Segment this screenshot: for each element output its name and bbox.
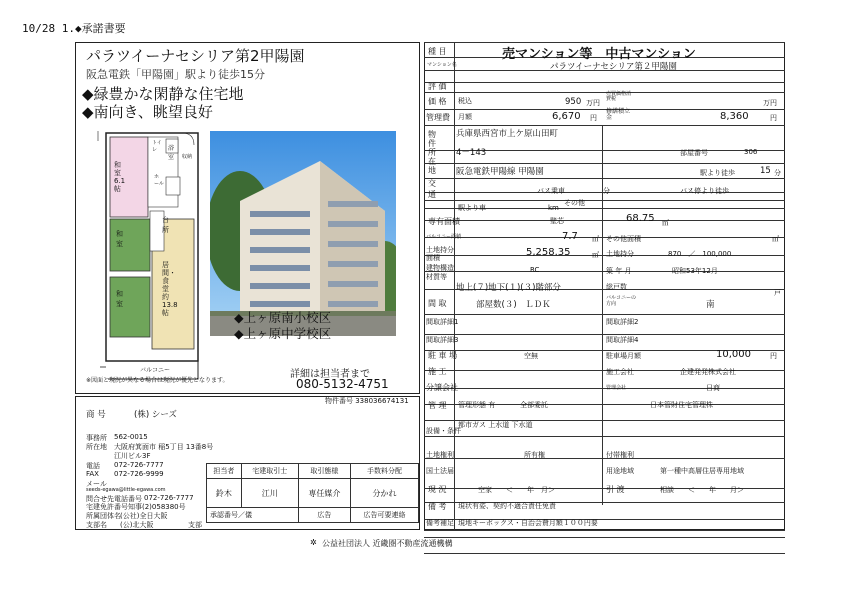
land-value: 5,258.35 bbox=[526, 247, 571, 258]
spec-row-line bbox=[424, 125, 785, 126]
footer-logo-icon: ✲ bbox=[310, 538, 317, 547]
association: (公社)全日大阪 bbox=[120, 512, 168, 520]
trade-name-label: 商 号 bbox=[86, 410, 106, 420]
branch: (公)北大阪 bbox=[120, 521, 154, 529]
contact-phone: 080-5132-4751 bbox=[296, 377, 389, 391]
share-label: 土地持分 bbox=[606, 250, 634, 258]
units-unit: 戸 bbox=[774, 289, 781, 297]
spec-row-line bbox=[424, 200, 785, 201]
spec-label-column-line bbox=[454, 42, 455, 530]
listing-access: 阪急電鉄「甲陽園」駅より徒歩15分 bbox=[86, 68, 265, 81]
contact-value-0: 鈴木 bbox=[207, 479, 242, 508]
balcony-area-value: 7.7 bbox=[562, 231, 578, 242]
land-sqm: ㎡ bbox=[592, 251, 599, 259]
walk-label: 駅より徒歩 bbox=[700, 169, 735, 177]
spec-row-line bbox=[424, 220, 785, 221]
mgmt-co: 日商 bbox=[706, 384, 720, 392]
balcony-area-label: バルコニー面積 bbox=[426, 234, 462, 240]
approval-label: 承認番号／儀 bbox=[207, 508, 299, 523]
spec-row-line bbox=[424, 334, 785, 335]
room-kitchen: 台所 bbox=[162, 216, 169, 234]
car-label: 駅より車 bbox=[458, 204, 486, 212]
parking-value: 空無 bbox=[524, 352, 538, 360]
room-no: 306 bbox=[744, 148, 758, 156]
contact-header-0: 担当者 bbox=[207, 464, 242, 479]
school-1: ◆上ヶ原南小校区 bbox=[234, 310, 332, 325]
office-label: 事務所 bbox=[86, 434, 107, 442]
structure-value: RC bbox=[530, 266, 540, 274]
contact-value-2: 専任媒介 bbox=[298, 479, 350, 508]
reg-no: 物件番号 338036674131 bbox=[325, 397, 409, 405]
zoning-label: 用途地域 bbox=[606, 467, 634, 475]
rating-label: 評 価 bbox=[428, 82, 447, 91]
spec-row-line bbox=[424, 109, 785, 110]
postal: 562-0015 bbox=[114, 433, 148, 441]
footer-text: 公益社団法人 近畿圏不動産流通機構 bbox=[322, 539, 453, 548]
mansion-value: パラツイーナセシリア第２甲陽園 bbox=[550, 62, 677, 72]
spec-row-line bbox=[424, 388, 785, 389]
spec-row-line bbox=[424, 163, 785, 164]
floors-value: 地上(７)地下(１)(３)階部分 bbox=[456, 283, 561, 293]
spec-row-line bbox=[424, 92, 785, 93]
room-storage: 収納 bbox=[182, 154, 193, 160]
land-label: 土地持分面積 bbox=[426, 246, 454, 262]
listing-name: パラツイーナセシリア第2甲陽園 bbox=[86, 47, 305, 65]
mgmt-label: 管理費 bbox=[426, 113, 450, 122]
traffic-label: 交通 bbox=[428, 179, 436, 199]
spec-mid-column-line bbox=[602, 125, 603, 505]
price-unit: 万円 bbox=[586, 99, 600, 107]
inquiry: 072-726-7777 bbox=[144, 494, 194, 502]
manage-label: 管 理 bbox=[428, 401, 447, 410]
traffic-line: 阪急電鉄甲陽線 甲陽園 bbox=[456, 167, 544, 177]
handover-value: 相談 ＜ 年 月＞ bbox=[660, 486, 744, 494]
spec-row-line bbox=[424, 237, 785, 238]
detail-4-label: 間取詳細4 bbox=[606, 336, 639, 344]
plan-note: ※図面と現況が異なる場合は現況が優先となります。 bbox=[86, 377, 229, 384]
address-label: 所在地 bbox=[86, 443, 107, 451]
contact-value-1: 江川 bbox=[241, 479, 298, 508]
manage-co: 日本管財住宅管理株 bbox=[650, 401, 713, 409]
contact-header-1: 宅建取引士 bbox=[241, 464, 298, 479]
builder-co-label: 施工会社 bbox=[606, 368, 634, 376]
mgmt-value: 6,670 bbox=[552, 111, 581, 122]
spec-row-line bbox=[424, 537, 785, 538]
facility-value: 都市ガス 上水道 下水道 bbox=[458, 421, 533, 429]
price-value: 950 bbox=[565, 97, 582, 107]
tel: 072-726-7777 bbox=[114, 461, 164, 469]
other-sqm: ㎡ bbox=[772, 235, 779, 243]
fax: 072-726-9999 bbox=[114, 470, 164, 478]
tax-unit: 万円 bbox=[763, 99, 777, 107]
status-value: 空家 ＜ 年 月＞ bbox=[478, 486, 555, 494]
repair-yen: 円 bbox=[770, 114, 777, 122]
trade-name: (株) シーズ bbox=[134, 410, 177, 420]
parking-fee-value: 10,000 bbox=[716, 349, 751, 360]
remark-2-label: 備考補足 bbox=[426, 519, 454, 527]
detail-2-label: 間取詳細2 bbox=[606, 318, 639, 326]
bus-label: バス乗車 bbox=[537, 187, 565, 195]
room-washitsu-2: 和室 bbox=[116, 230, 123, 248]
other-area-label: その他面積 bbox=[606, 235, 641, 243]
tel-label: 電話 bbox=[86, 462, 100, 470]
status-label: 現 況 bbox=[428, 485, 447, 494]
room-hall: ホール bbox=[154, 174, 164, 187]
bullet-2: ◆南向き、眺望良好 bbox=[82, 103, 213, 121]
built-value: 昭和53年12月 bbox=[672, 267, 718, 275]
remark-2-value: 現地キーボックス・自治会費月額１００円要 bbox=[458, 519, 598, 527]
layout-value: 部屋数(３) ＬＤＫ bbox=[476, 300, 551, 310]
address-2: 江川ビル3F bbox=[114, 452, 151, 460]
spec-row-line bbox=[424, 271, 785, 272]
room-toilet: トイレ bbox=[152, 140, 162, 153]
repair-value: 8,360 bbox=[720, 111, 749, 122]
contact-value-3: 分かれ bbox=[350, 479, 418, 508]
direction-value: 南 bbox=[706, 300, 715, 310]
room-bath: 浴室 bbox=[168, 145, 175, 161]
area-label: 専有面積 bbox=[428, 217, 460, 226]
layout-label: 間 取 bbox=[428, 299, 447, 308]
direction-label: バルコニーの方向 bbox=[606, 295, 637, 307]
spec-row-line bbox=[424, 178, 785, 179]
spec-row-line bbox=[424, 436, 785, 437]
detail-3-label: 間取詳細3 bbox=[426, 336, 459, 344]
parking-fee-yen: 円 bbox=[770, 352, 777, 360]
parking-label: 駐 車 場 bbox=[428, 351, 458, 360]
manage-mode: 全部委託 bbox=[520, 401, 548, 409]
share-value: 870 ／ 100,000 bbox=[668, 250, 732, 258]
walk-value: 15 bbox=[760, 166, 771, 176]
building-photo bbox=[210, 131, 396, 336]
balcony-label: バルコニー bbox=[140, 367, 171, 374]
bullet-1: ◆緑豊かな閑静な住宅地 bbox=[82, 85, 244, 103]
inquiry-label: 問合せ先電話番号 bbox=[86, 495, 142, 503]
room-washitsu-3: 和室 bbox=[116, 290, 123, 308]
association-label: 所属団体名 bbox=[86, 512, 121, 520]
seller-label: 分譲会社 bbox=[426, 383, 458, 392]
room-no-label: 部屋番号 bbox=[680, 149, 708, 157]
mgmt-co-label: 管理会社 bbox=[606, 385, 627, 391]
room-washitsu-1: 和室 6.1帖 bbox=[114, 161, 126, 193]
land-right-label: 土地権利 bbox=[426, 451, 454, 459]
type-value: 売マンション等 中古マンション bbox=[502, 47, 696, 62]
location-label: 物件所在地 bbox=[428, 130, 436, 175]
contact-table bbox=[206, 463, 419, 523]
walk-minute: 分 bbox=[774, 169, 781, 177]
builder-co: 企建発発株式会社 bbox=[680, 368, 736, 376]
area-basis: 壁芯 bbox=[550, 217, 564, 225]
repair-label: 修繕積立金 bbox=[606, 108, 631, 121]
structure-label: 建物構造材質等 bbox=[426, 264, 454, 281]
other-label: その他 bbox=[564, 199, 585, 207]
tax-label: 売買価格消費税 bbox=[606, 91, 632, 102]
branch-suffix: 支部 bbox=[188, 521, 202, 529]
bus-minute: 分 bbox=[603, 187, 610, 195]
built-label: 築 年 月 bbox=[606, 267, 632, 275]
spec-row-line bbox=[424, 82, 785, 83]
mail: seeds-egawa@little-egawa.com bbox=[86, 487, 166, 493]
remark-label: 備 考 bbox=[428, 502, 447, 511]
bus-walk: バス停より徒歩 bbox=[680, 187, 729, 195]
manage-type: 管理形態 有 bbox=[458, 401, 496, 409]
mail-label: メール bbox=[86, 480, 107, 488]
mgmt-sub: 月額 bbox=[458, 113, 472, 121]
spec-row-line bbox=[424, 553, 785, 554]
mgmt-yen: 円 bbox=[590, 114, 597, 122]
land-right-value: 所有権 bbox=[524, 451, 545, 459]
area-value: 68.75 bbox=[626, 213, 655, 224]
header-text: 10/28 1.◆承諾書要 bbox=[22, 22, 126, 35]
spec-row-line bbox=[424, 458, 785, 459]
builder-label: 施 工 bbox=[428, 367, 447, 376]
contact-header-2: 取引態様 bbox=[298, 464, 350, 479]
room-ldk: 居間・食堂 約13.8帖 bbox=[162, 261, 178, 317]
price-sub: 税込 bbox=[458, 97, 472, 105]
spec-row-line bbox=[424, 530, 785, 531]
remark-value: 現状有姿、契約不適合責任免責 bbox=[458, 502, 556, 510]
address-1: 大阪府箕面市 稲5丁目 13番8号 bbox=[114, 443, 214, 451]
parking-fee-label: 駐車場月額 bbox=[606, 352, 641, 360]
detail-1-label: 間取詳細1 bbox=[426, 318, 459, 326]
note-label: 付帯権利 bbox=[606, 451, 634, 459]
law-label: 国土法届 bbox=[426, 467, 454, 475]
ad-label: 広告 bbox=[298, 508, 350, 523]
branch-label: 支部名 bbox=[86, 521, 107, 529]
company-panel bbox=[75, 396, 420, 530]
school-2: ◆上ヶ原中学校区 bbox=[234, 326, 332, 341]
balcony-sqm: ㎡ bbox=[592, 235, 599, 243]
contact-header-3: 手数料分配 bbox=[350, 464, 418, 479]
ad-value: 広告可要連絡 bbox=[350, 508, 418, 523]
license-label: 宅建免許番号 bbox=[86, 503, 128, 511]
units-label: 総戸数 bbox=[606, 283, 627, 291]
contact-label: 詳細は担当者まで bbox=[290, 369, 370, 380]
left-panel bbox=[75, 42, 420, 394]
location-1: 兵庫県西宮市上ケ原山田町 bbox=[456, 129, 559, 139]
facility-label: 設備・条件 bbox=[426, 427, 461, 435]
price-label: 価 格 bbox=[428, 97, 447, 106]
spec-row-line bbox=[424, 314, 785, 315]
area-sqm: ㎡ bbox=[662, 219, 669, 227]
zoning-value: 第一種中高層住居専用地域 bbox=[660, 467, 744, 475]
fax-label: FAX bbox=[86, 470, 99, 478]
handover-label: 引 渡 bbox=[606, 485, 625, 494]
floor-plan bbox=[90, 127, 205, 387]
type-label: 種 目 bbox=[428, 47, 447, 56]
car-km: km bbox=[548, 204, 559, 212]
license: 知事(2)058380号 bbox=[128, 503, 186, 511]
mansion-label: マンション名 bbox=[427, 62, 457, 68]
location-2: 4－143 bbox=[456, 148, 487, 158]
